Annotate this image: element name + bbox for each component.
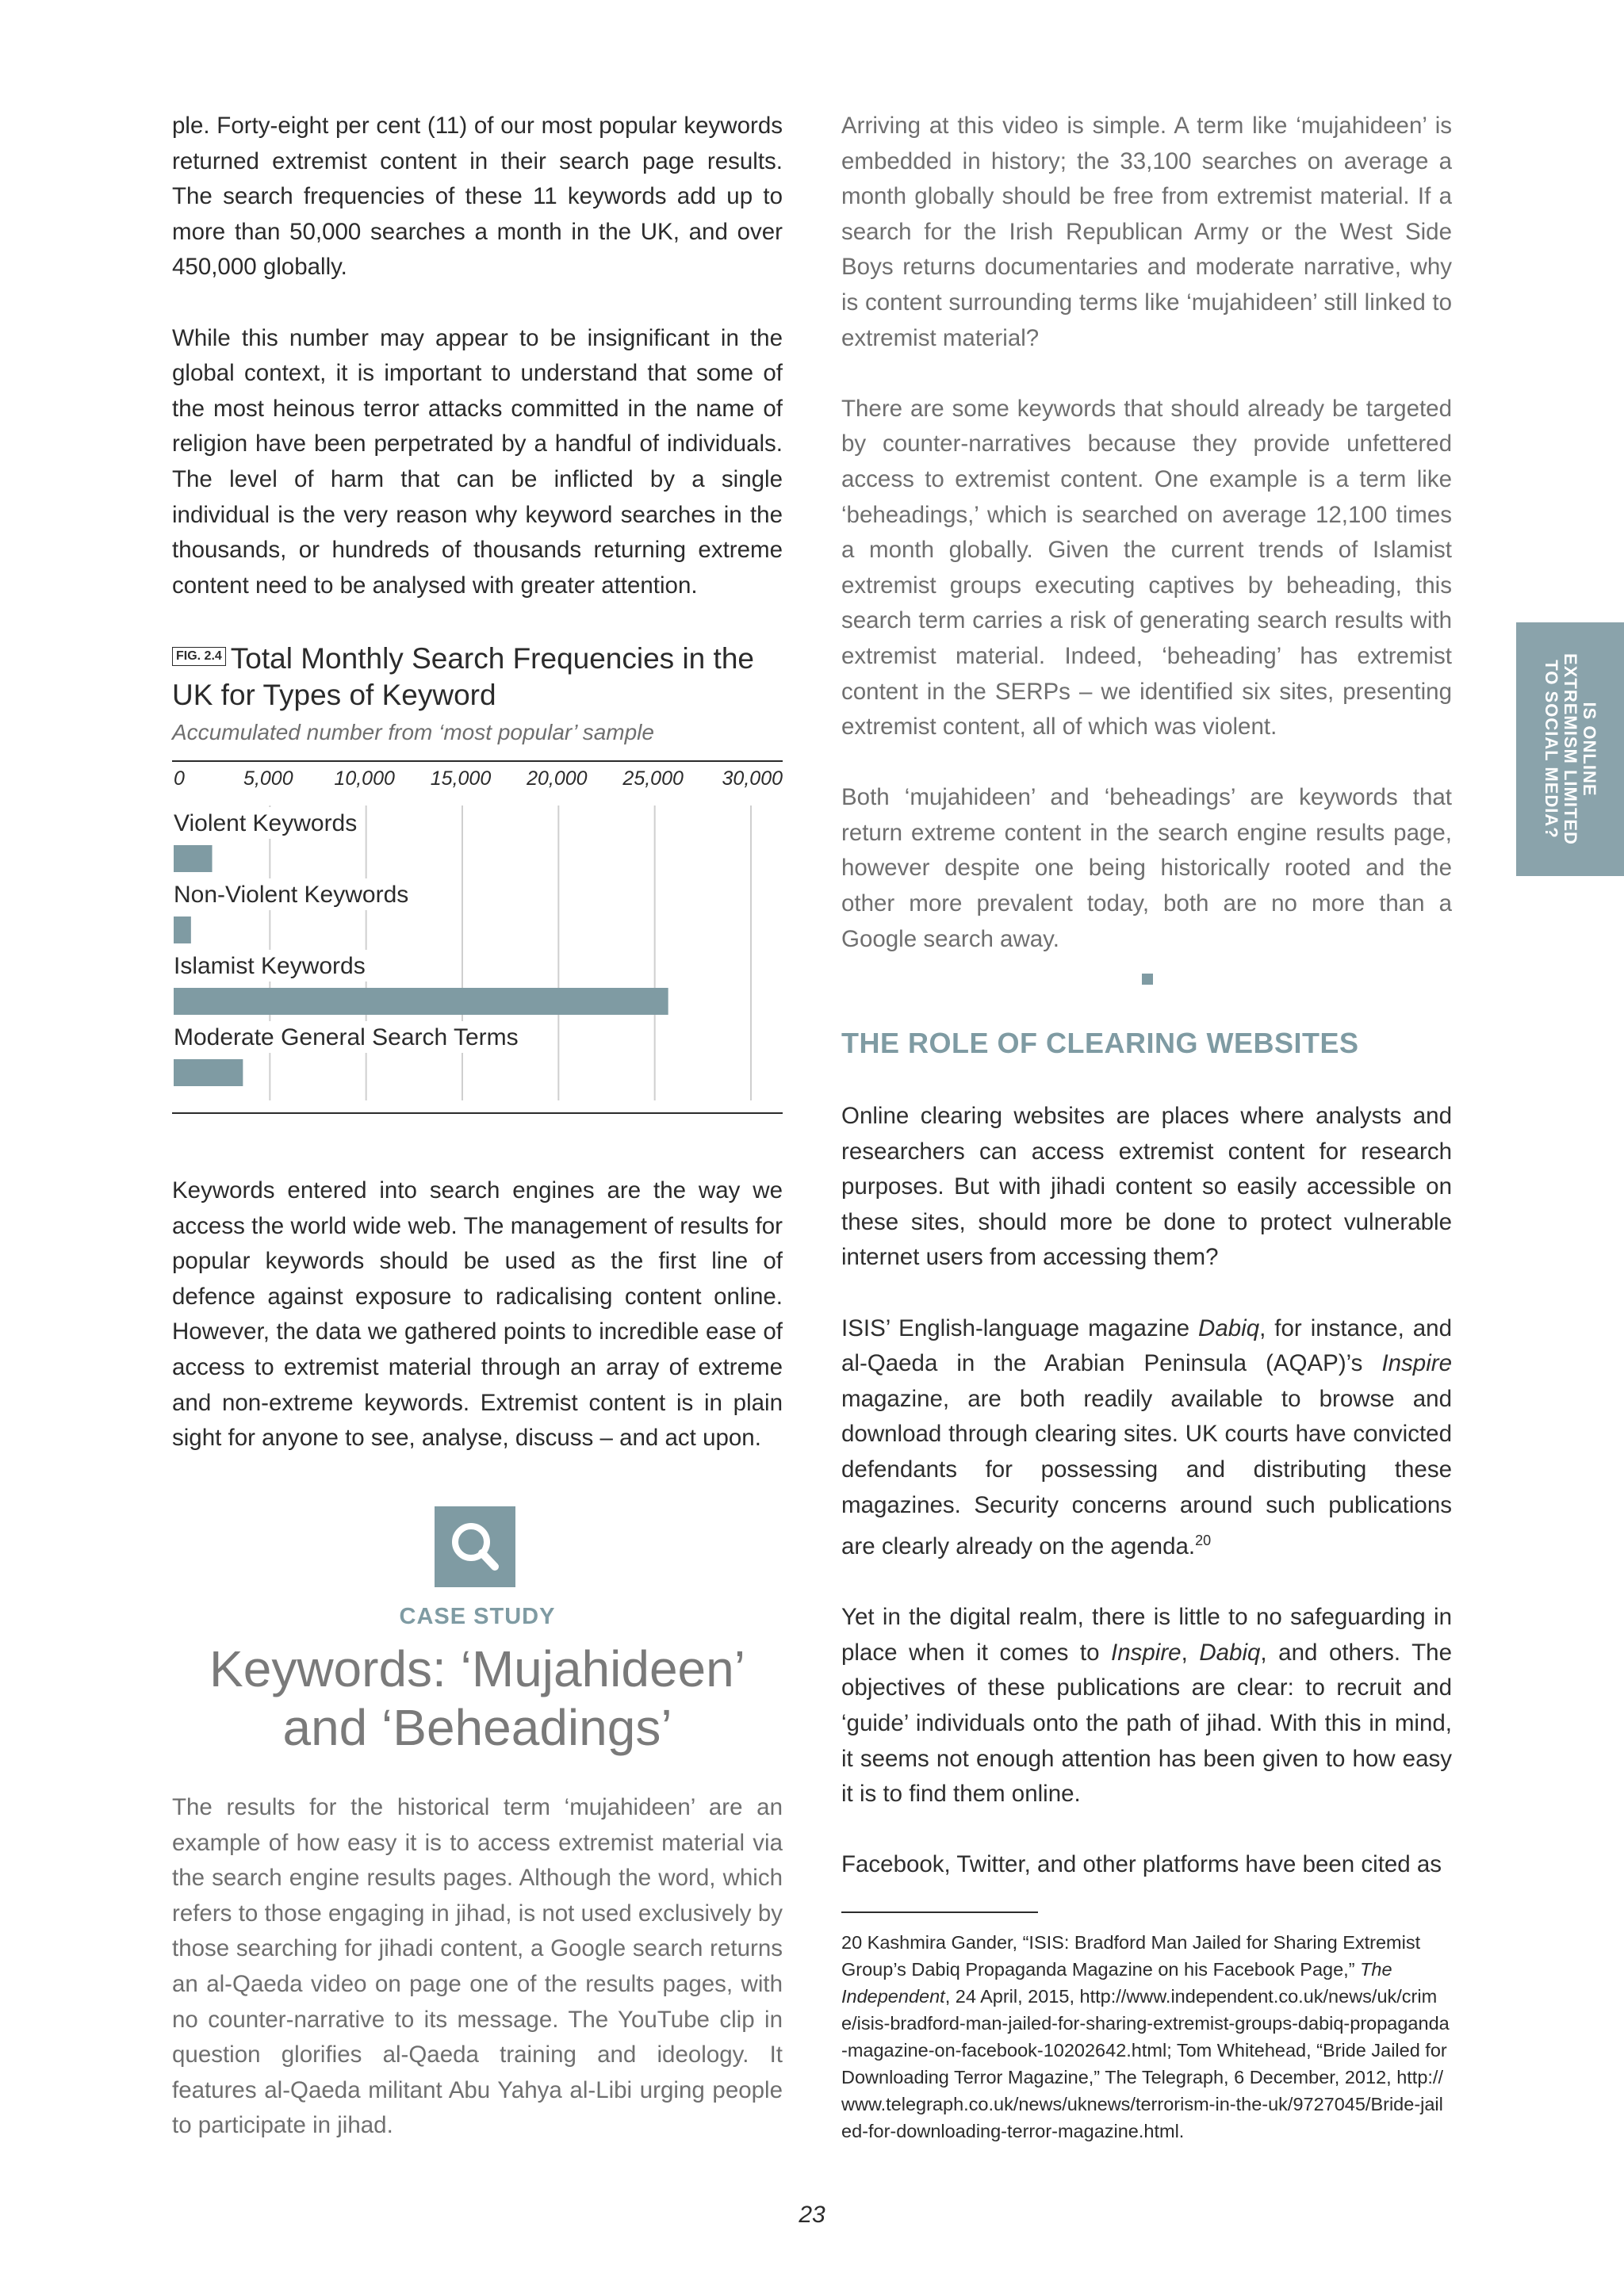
tick-label: 0 (174, 767, 185, 790)
search-icon (435, 1506, 515, 1587)
case-study-body: The results for the historical term ‘mujahideen’ are an example of how easy it is to access extremist material via the search engine results pages. Although the word, which refers to those engaging in jihad, is not used exclusively by those searching for jihadi content, a Google search returns an al-Qaeda video on page one of the results pages, with no counter-narrative to its message. The YouTube clip in question glorifies al-Qaeda training and ideology. It features al-Qaeda militant Abu Yahya al-Libi urging people to participate in jihad. (172, 1794, 783, 2139)
figure-title-text: Total Monthly Search Frequencies in the UK for Types of Keyword (172, 642, 754, 711)
side-tab-line: IS ONLINE (1580, 702, 1599, 797)
case-study-title-line: and ‘Beheadings’ (282, 1699, 672, 1756)
right-column (841, 109, 1452, 993)
magazine-title: Inspire (1381, 1350, 1452, 1377)
paragraph: ple. Forty-eight per cent (11) of our most popular keywords returned extremist content in their search page results. The search frequencies of these 11 keywords add up to more than 50,000 searches a month in the UK, and over 450,000 globally. (172, 113, 783, 281)
footnote-text: , 24 April, 2015, http://www.independent.co.uk/news/uk/crime/isis-bradford-man-jailed-for-sharing-extremist-groups-dabiq-propaganda-magazine-on-facebook-10202642.html; Tom Whitehead, “Bride Jailed for Downloading Terror Magazine,” The Telegraph, 6 December, 2012, http://www.telegraph.co.uk/news/uknews/terrorism-in-the-uk/9727045/Bride-jailed-for-downloading-terror-magazine.html. (841, 1986, 1450, 2141)
footnote-number: 20 (841, 1932, 863, 1953)
bar (174, 988, 668, 1015)
text: Yet in the digital realm, there is little to no safeguarding in place when it comes to (841, 1604, 1452, 1666)
right-column-lower (841, 1099, 1452, 1918)
text: magazine, are both readily available to browse and download through clearing sites. UK courts have convicted defendants for possessing and distributing these magazines. Security concerns around such publications are clearly already on the agenda. (841, 1385, 1452, 1559)
paragraph (841, 1311, 1452, 1565)
tick-label: 25,000 (622, 767, 684, 790)
figure-tag: FIG. 2.4 (172, 647, 226, 666)
category-label: Non-Violent Keywords (174, 882, 409, 908)
paragraph: Arriving at this video is simple. A term like ‘mujahideen’ is embedded in history; the 33,100 searches on average a month globally should be free from extremist material. If a search for the Irish Republican Army or the West Side Boys returns documentaries and moderate narrative, why is content surrounding terms like ‘mujahideen’ still linked to extremist material? (841, 113, 1452, 351)
text: , (1181, 1639, 1200, 1666)
case-study-icon-box (435, 1506, 515, 1587)
bar (174, 916, 191, 943)
footnote-rule (841, 1911, 1038, 1913)
category-label: Islamist Keywords (174, 953, 366, 979)
paragraph: There are some keywords that should already be targeted by counter-narratives because they provide unfettered access to extremist content. One example is a term like ‘beheadings,’ which is searched on average 12,100 times a month globally. Given the current trends of Islamist extremist groups executing captives by beheading, this search term carries a risk of generating search results with extremist material. Indeed, ‘beheading’ has extremist content in the SERPs – we identified six sites, presenting extremist content, all of which was violent. (841, 395, 1452, 740)
left-column (172, 109, 783, 639)
tick-label: 10,000 (334, 767, 395, 790)
magazine-title: Dabiq (1198, 1314, 1260, 1341)
figure-title (172, 641, 783, 714)
text: , for instance, and al-Qaeda in the Arabian Peninsula (AQAP)’s (841, 1314, 1452, 1377)
section-heading: THE ROLE OF CLEARING WEBSITES (841, 1027, 1359, 1059)
magazine-title: Inspire (1111, 1639, 1182, 1666)
paragraph: Online clearing websites are places where analysts and researchers can access extremist content for research purposes. But with jihadi content so easily accessible on these sites, should more be done to protect vulnerable internet users from accessing them? (841, 1103, 1452, 1271)
footnote-italic: The Independent (841, 1959, 1392, 2007)
paragraph: Keywords entered into search engines are the way we access the world wide web. The management of results for popular keywords should be used as the first line of defence against exposure to radicalising content online. However, the data we gathered points to incredible ease of access to extremist material through an array of extreme and non-extreme keywords. Extremist content is in plain sight for anyone to see, analyse, discuss – and act upon. (172, 1177, 783, 1452)
footnote-text: Kashmira Gander, “ISIS: Bradford Man Jailed for Sharing Extremist Group’s Dabiq Propaganda Magazine on his Facebook Page,” (841, 1932, 1421, 1980)
left-column-lower (172, 1173, 783, 1491)
paragraph: Facebook, Twitter, and other platforms have been cited as (841, 1851, 1442, 1878)
tick-label: 15,000 (430, 767, 492, 790)
text: ISIS’ English-language magazine (841, 1314, 1199, 1341)
tick-label: 5,000 (243, 767, 293, 790)
figure-subtitle: Accumulated number from ‘most popular’ sample (172, 720, 654, 744)
side-tab-line: EXTREMISM LIMITED (1561, 653, 1580, 845)
case-study-title-line: Keywords: ‘Mujahideen’ (209, 1640, 745, 1697)
bar (174, 1059, 243, 1086)
side-tab-line: TO SOCIAL MEDIA? (1542, 660, 1561, 839)
bar (174, 845, 213, 872)
page-number: 23 (799, 2202, 825, 2228)
side-tab-text (1542, 653, 1599, 845)
section-divider-square (1142, 974, 1153, 985)
paragraph (841, 1600, 1452, 1812)
chapter-side-tab[interactable] (1516, 622, 1624, 876)
figure-header (172, 641, 783, 745)
tick-label: 30,000 (722, 767, 783, 790)
category-label: Moderate General Search Terms (174, 1024, 519, 1050)
footnote-ref[interactable]: 20 (1195, 1533, 1212, 1549)
paragraph: Both ‘mujahideen’ and ‘beheadings’ are keywords that return extreme content in the search engine results page, however despite one being historically rooted and the other more prevalent today, both are no more than a Google search away. (841, 784, 1452, 952)
text: , and others. The objectives of these publications are clear: to recruit and ‘guide’ individuals onto the path of jihad. With this in mind, it seems not enough attention has been given to how easy it is to find them online. (841, 1639, 1452, 1808)
footnote (841, 1929, 1452, 2145)
case-study-label: CASE STUDY (399, 1604, 556, 1629)
case-study-title (172, 1640, 783, 1757)
bar-chart (172, 760, 783, 1115)
magazine-title: Dabiq (1199, 1639, 1261, 1666)
tick-label: 20,000 (527, 767, 588, 790)
category-label: Violent Keywords (174, 810, 358, 836)
paragraph: While this number may appear to be insignificant in the global context, it is important to understand that some of the most heinous terror attacks committed in the name of religion have been perpetrated by a handful of individuals. The level of harm that can be inflicted by a single individual is the very reason why keyword searches in the thousands, or hundreds of thousands returning extreme content need to be analysed with greater attention. (172, 324, 783, 599)
